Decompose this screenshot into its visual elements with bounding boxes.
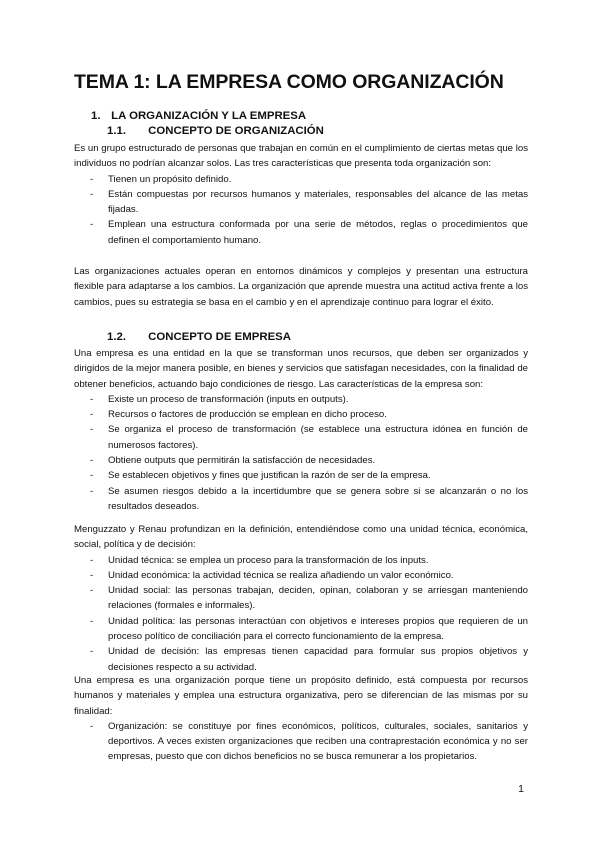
list-item-text: Unidad social: las personas trabajan, deciden, opinan, colaboran y se arriesgan manteniendo relaciones (formales e informales). — [108, 585, 528, 612]
list-item-text: Se asumen riesgos debido a la incertidumbre que se genera sobre si se alcanzarán o no los resultados deseados. — [108, 485, 528, 512]
list-item-text: Organización: se constituye por fines económicos, políticos, culturales, sociales, sanitarios y deportivos. A veces existen organizaciones que reciben una contraprestación económica y no ser empresas, puesto que con dichos beneficios no se busca remunerar a los propietarios. — [108, 720, 528, 763]
subsection-number: 1.2. — [107, 331, 126, 343]
section-title: LA ORGANIZACIÓN Y LA EMPRESA — [111, 110, 307, 122]
list-item-text: Unidad técnica: se emplea un proceso para la transformación de los inputs. — [108, 554, 429, 566]
section-number: 1. — [91, 110, 101, 122]
paragraph: Una empresa es una entidad en la que se transforman unos recursos, que deben ser organizados y dirigidos de la mejor manera posible, en bienes y servicios que satisfagan necesidades, con la finalidad de obtener beneficios, actuando bajo condiciones de riesgo. Las características de la empresa son: — [74, 348, 528, 390]
dash-marker: - — [90, 455, 94, 467]
document-title: TEMA 1: LA EMPRESA COMO ORGANIZACIÓN — [74, 71, 504, 93]
subsection-title: CONCEPTO DE EMPRESA — [148, 331, 291, 343]
subsection-heading-organizacion — [107, 125, 324, 137]
list-item — [74, 719, 528, 765]
list-item-text: Unidad de decisión: las empresas tienen capacidad para formular sus propios objetivos y decisiones respecto a su actividad. — [108, 646, 528, 673]
list-item-text: Obtiene outputs que permitirán la satisfacción de necesidades. — [108, 455, 376, 467]
empresa-definition — [74, 346, 528, 514]
list-item-text: Se organiza el proceso de transformación (se establece una estructura idónea en función de numerosos factores). — [108, 424, 528, 451]
paragraph: Las organizaciones actuales operan en entornos dinámicos y complejos y presentan una estructura flexible para adaptarse a los cambios. La organización que aprende muestra una actitud activa frente a los cambios, pues su estrategia se basa en el cambio y en el aprendizaje continuo para lograr el éxito. — [74, 266, 528, 308]
subsection-number: 1.1. — [107, 125, 126, 137]
empresa-characteristics-list — [74, 392, 528, 514]
dash-marker: - — [90, 720, 94, 732]
list-item-text: Existe un proceso de transformación (inputs en outputs). — [108, 393, 349, 405]
list-item — [74, 172, 528, 187]
list-item-text: Unidad económica: la actividad técnica se realiza añadiendo un valor económico. — [108, 569, 454, 581]
paragraph: Es un grupo estructurado de personas que trabajan en común en el cumplimiento de ciertas metas que los individuos no podrían alcanzar solos. Las tres características que presenta toda organización son: — [74, 143, 528, 170]
dash-marker: - — [90, 393, 94, 405]
comparison-list — [74, 719, 528, 765]
organizacion-characteristics-list — [74, 172, 528, 248]
list-item — [74, 553, 528, 568]
dash-marker: - — [90, 219, 94, 231]
empresa-vs-organizacion — [74, 673, 528, 765]
subsection-title: CONCEPTO DE ORGANIZACIÓN — [148, 125, 324, 137]
dash-marker: - — [90, 173, 94, 185]
list-item — [74, 468, 528, 483]
list-item — [74, 484, 528, 515]
list-item — [74, 187, 528, 218]
list-item — [74, 614, 528, 645]
unidad-list — [74, 553, 528, 675]
list-item — [74, 407, 528, 422]
list-item-text: Unidad política: las personas interactúan con objetivos e intereses propios que requieren de un proceso político de conciliación para el correcto funcionamiento de la empresa. — [108, 615, 528, 643]
list-item — [74, 422, 528, 453]
dash-marker: - — [90, 470, 94, 482]
list-item-text: Tienen un propósito definido. — [108, 173, 232, 185]
list-item — [74, 583, 528, 614]
list-item-text: Se establecen objetivos y fines que justifican la razón de ser de la empresa. — [108, 470, 431, 482]
list-item — [74, 392, 528, 407]
subsection-heading-empresa — [107, 331, 291, 343]
menguzzato-renau-section — [74, 522, 528, 675]
organizacion-closing — [74, 264, 528, 310]
section-heading — [91, 110, 306, 122]
organizacion-definition — [74, 141, 528, 248]
dash-marker: - — [90, 485, 94, 497]
dash-marker: - — [90, 615, 94, 627]
dash-marker: - — [90, 585, 94, 597]
dash-marker: - — [90, 554, 94, 566]
paragraph: Una empresa es una organización porque tiene un propósito definido, está compuesta por recursos humanos y materiales y emplea una estructura organizativa, pero se diferencian de las mismas por su finalidad: — [74, 675, 528, 717]
dash-marker: - — [90, 188, 94, 200]
dash-marker: - — [90, 424, 94, 436]
paragraph: Menguzzato y Renau profundizan en la definición, entendiéndose como una unidad técnica, económica, social, política y de decisión: — [74, 524, 528, 551]
list-item — [74, 644, 528, 675]
list-item-text: Emplean una estructura conformada por una serie de métodos, reglas o procedimientos que definen el comportamiento humano. — [108, 219, 528, 246]
dash-marker: - — [90, 646, 94, 658]
list-item — [74, 217, 528, 248]
dash-marker: - — [90, 569, 94, 581]
dash-marker: - — [90, 409, 94, 421]
list-item-text: Están compuestas por recursos humanos y materiales, responsables del alcance de las metas fijadas. — [108, 188, 528, 216]
list-item — [74, 568, 528, 583]
page-number: 1 — [518, 783, 524, 795]
list-item — [74, 453, 528, 468]
list-item-text: Recursos o factores de producción se emplean en dicho proceso. — [108, 409, 387, 421]
